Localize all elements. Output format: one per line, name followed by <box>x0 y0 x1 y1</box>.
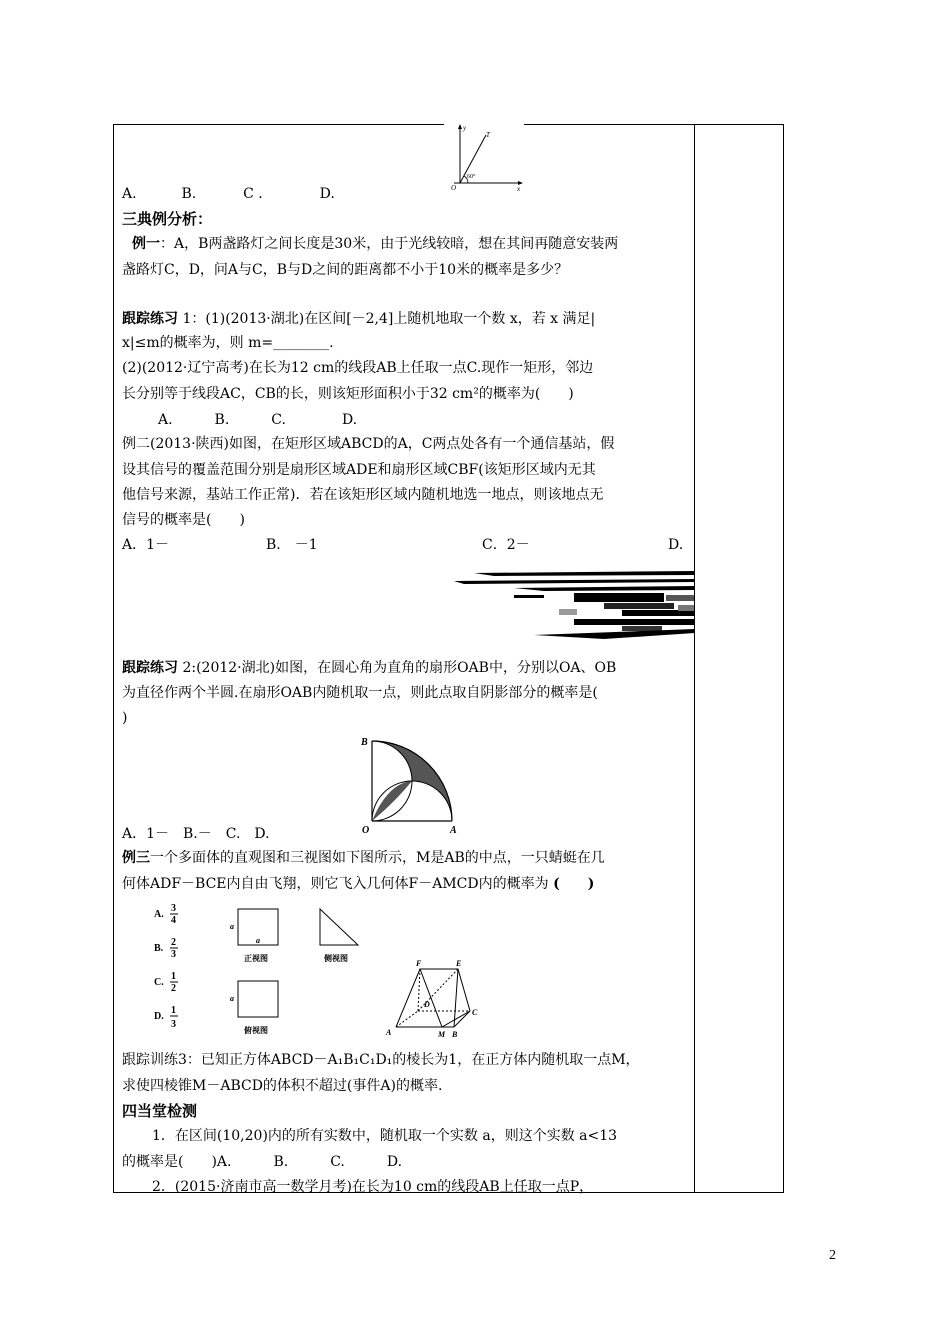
example2-line4: 信号的概率是( ) <box>122 512 245 528</box>
svg-text:2: 2 <box>171 983 176 994</box>
practice3-line2: 求使四棱锥M－ABCD的体积不超过(事件A)的概率. <box>122 1078 443 1094</box>
example2-opt-b: B. －1 <box>266 537 318 553</box>
svg-text:3: 3 <box>171 1019 176 1030</box>
table-column-divider <box>694 124 695 1193</box>
section3-title: 三典例分析： <box>122 210 213 228</box>
side-view-label: 侧视图 <box>324 954 348 963</box>
option-d <box>154 1005 178 1030</box>
worksheet-table <box>113 124 784 1193</box>
example2-opt-c: C．2－ <box>482 537 530 553</box>
fig2-b-label: B <box>361 737 368 748</box>
option-a <box>154 903 178 926</box>
polyhedron-figure <box>382 957 482 1043</box>
three-views <box>226 905 366 1040</box>
svg-text:E: E <box>456 959 462 968</box>
practice1-line4: 长分别等于线段AC，CB的长，则该矩形面积小于32 cm²的概率为( ) <box>122 386 574 402</box>
practice1-options: A. B. C. D. <box>158 412 358 428</box>
svg-text:D: D <box>424 1000 430 1009</box>
example2-opt-a: A．1－ <box>122 537 170 553</box>
svg-text:4: 4 <box>171 915 176 926</box>
fig1-o-label: O <box>451 184 457 192</box>
svg-text:F: F <box>416 959 422 968</box>
svg-text:C.: C. <box>154 977 164 988</box>
fig1-t-label: T <box>486 131 490 139</box>
corrupted-image <box>454 569 695 641</box>
svg-text:3: 3 <box>171 949 176 960</box>
practice1-line2: x|≤m的概率为，则 m=________. <box>122 335 334 351</box>
svg-text:2: 2 <box>171 937 176 948</box>
example2-line2: 设其信号的覆盖范围分别是扇形区域ADE和扇形区域CBF(该矩形区域内无其 <box>122 462 596 478</box>
q1-line2: 的概率是( )A. B. C. D. <box>122 1154 403 1170</box>
practice2-line1: 跟踪练习 2:(2012·湖北)如图，在圆心角为直角的扇形OAB中，分别以OA、OB <box>122 660 617 676</box>
svg-text:a: a <box>230 994 234 1003</box>
example1-line1: 例一：A，B两盏路灯之间长度是30米，由于光线较暗，想在其间再随意安装两 <box>132 236 619 252</box>
svg-text:a: a <box>230 922 234 931</box>
practice1-line1: 跟踪练习 1：(1)(2013·湖北)在区间[－2,4]上随机地取一个数 x，若 x 满足| <box>122 311 596 327</box>
svg-text:D.: D. <box>154 1011 164 1022</box>
sector-figure <box>358 733 468 841</box>
svg-text:M: M <box>438 1030 446 1039</box>
example3-line1: 例三一个多面体的直观图和三视图如下图所示，M是AB的中点，一只蜻蜓在几 <box>122 850 605 866</box>
fig1-y-label: y <box>463 124 467 132</box>
svg-text:A: A <box>386 1028 392 1037</box>
example2-line1: 例二(2013·陕西)如图，在矩形区域ABCD的A，C两点处各有一个通信基站，假 <box>122 436 615 452</box>
svg-text:B.: B. <box>154 943 164 954</box>
page-number: 2 <box>829 1248 836 1263</box>
svg-text:a: a <box>256 936 260 945</box>
svg-text:1: 1 <box>171 971 176 982</box>
top-view-label: 俯视图 <box>244 1026 268 1035</box>
svg-text:C: C <box>472 1008 478 1017</box>
example2-opt-d: D. <box>668 537 684 553</box>
svg-text:3: 3 <box>171 903 176 914</box>
top-options: A. B. C . D. <box>122 186 335 202</box>
practice2-line3: ) <box>122 710 128 726</box>
front-view-label: 正视图 <box>244 954 268 963</box>
example3-line2: 何体ADF－BCE内自由飞翔，则它飞入几何体F－AMCD内的概率为 ( ) <box>122 876 595 892</box>
practice3-line1: 跟踪训练3：已知正方体ABCD－A₁B₁C₁D₁的棱长为1，在正方体内随机取一点M， <box>122 1052 640 1068</box>
fig1-angle-label: 60° <box>467 174 476 180</box>
section4-title: 四当堂检测 <box>122 1102 198 1120</box>
practice1-line3: (2)(2012·辽宁高考)在长为12 cm的线段AB上任取一点C.现作一矩形，邻边 <box>122 360 594 376</box>
example1-line2: 盏路灯C，D，问A与C，B与D之间的距离都不小于10米的概率是多少？ <box>122 262 569 278</box>
example3-options <box>150 901 190 1036</box>
option-c <box>154 971 178 994</box>
option-b <box>154 937 178 960</box>
angle-figure <box>440 121 530 193</box>
q1-line1: 1．在区间(10,20)内的所有实数中，随机取一个实数 a，则这个实数 a<13 <box>152 1128 618 1144</box>
practice2-options: A．1－ B.－ C. D. <box>122 826 270 842</box>
example2-line3: 他信号来源，基站工作正常)．若在该矩形区域内随机地选一地点，则该地点无 <box>122 487 604 503</box>
practice2-line2: 为直径作两个半圆.在扇形OAB内随机取一点，则此点取自阴影部分的概率是( <box>122 685 598 701</box>
svg-text:A.: A. <box>154 909 164 920</box>
q2-line1: 2．(2015·济南市高一数学月考)在长为10 cm的线段AB上任取一点P， <box>152 1179 594 1195</box>
fig1-x-label: x <box>517 185 521 193</box>
svg-text:B: B <box>452 1030 458 1039</box>
fig2-o-label: O <box>362 825 370 836</box>
svg-text:1: 1 <box>171 1005 176 1016</box>
fig2-a-label: A <box>450 825 457 836</box>
